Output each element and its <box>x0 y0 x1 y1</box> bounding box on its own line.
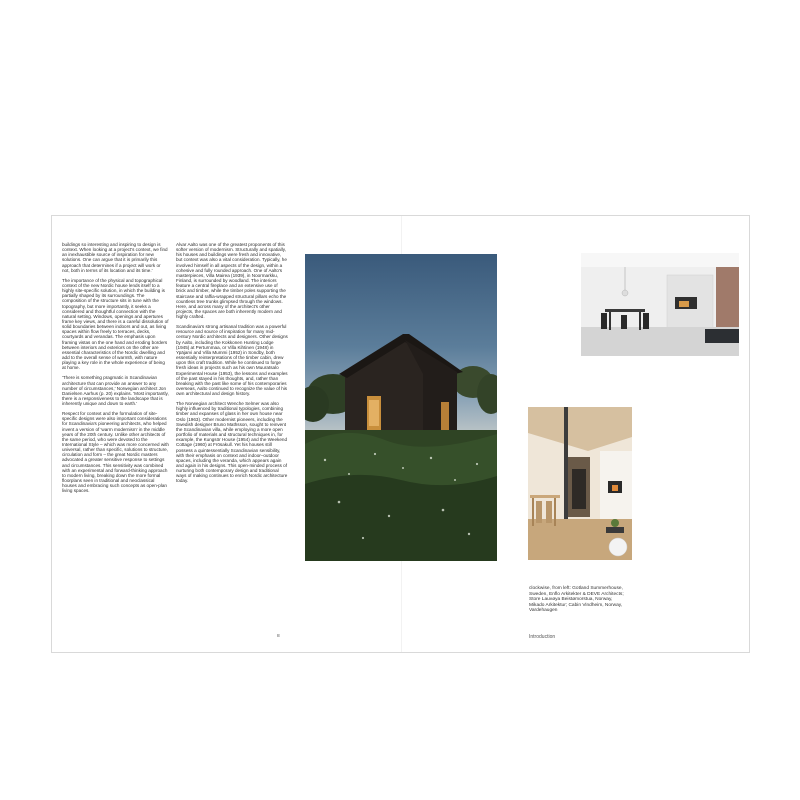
paragraph: buildings so interesting and inspiring to design is context. When looking at a project's context, we find an inexhaustible source of inspiration for new solutions. One can argue that it is primarily this approach that determines if a project will work or not, both in terms of its location and its time.' <box>62 242 168 273</box>
photo-caption: clockwise, from left: Gotland Summerhouse, Sweden, Enflo Arkitekter & DEVE Architects; Store Lauvøya Beistømorstua, Norway, Mikado Arkitektur; Cabin Vindheim, Norway, Vardehaugen <box>529 586 624 614</box>
paragraph: Alvar Aalto was one of the greatest proponents of this softer version of modernism. Structurally and spatially, his houses and buildings were fresh and innovative, but context was also a vital consideration. Typically, he involved himself in all aspects of the design, within a cohesive and fully rounded approach. One of Aalto's masterpieces, Villa Mairea (1939), in Noormarkku, Finland, is surrounded by woodland. The interiors feature a central fireplace and an extensive use of brick and timber, while the timber poles supporting the staircase and raffia-wrapped structural pillars echo the countless tree trunks glimpsed through the windows. Here, and across many of the architect's other projects, the spaces are both inherently modern and highly crafted. <box>176 242 287 320</box>
book-spread <box>51 215 750 653</box>
interior-timber-photo <box>528 407 632 560</box>
house-illustration <box>305 254 497 561</box>
paragraph: 'There is something pragmatic in Scandinavian architecture that can provide an answer to any number of circumstances,' Norwegian architect Jon Danielsen Aarhus (p. 20) explains. 'Most importantly, there is a responsiveness to the landscape that is inherently unique and down to earth.' <box>62 375 169 407</box>
paragraph: Respect for context and the formulation of site-specific designs were also important considerations for Scandinavia's pioneering architects, who helped invent a version of 'warm modernism' in the middle years of the 20th century. Unlike other architects of the same period, who were devoted to the International Style – which was more concerned with universal, rather than specific, solutions to structure, circulation and form – the great Nordic masters advocated a greater sensitive response to settings and circumstances. This sensitivity was combined with an experimental and forward-thinking approach to modern living, breaking down the more formal floorplans seen in traditional and neoclassical houses and embracing such concepts as open-plan living spaces. <box>62 411 169 494</box>
paragraph: The importance of the physical and topographical context of the new Nordic house lends itself to a highly site-specific solution, in which the building is partially shaped by its surroundings. The composition of the structure sits in tune with the topography, but more importantly, it seeks a considered and thoughtful connection with the natural setting. Windows, openings and apertures frame key views, and there is a careful dissolution of solid boundaries between indoors and out, as living spaces within flow freely to terraces, decks, courtyards and verandas. The emphasis upon framing vistas on the one hand and eroding borders between interiors and exteriors on the other are essential characteristics of the Nordic dwelling and add to the overall sense of warmth, with nature playing a key role in the whole experience of being at home. <box>62 277 169 371</box>
interior-dining-illustration <box>581 253 739 356</box>
paragraph: Scandinavia's strong artisanal tradition was a powerful resource and source of inspiration for many mid-century Nordic architects and designers. Other designs by Aalto, including the Kokkonen Hunting Lodge (1945) at Perturnmaa, or Villa Kihtinen (1948) in Ypäjarvi and Villa Mummi (1952) in Sondby, both essentially reinterpretations of the timber cabin, drew upon this craft tradition. While he continued to forge fresh ideas in projects such as his own Muuratsalo Experimental House (1953), the lessons and examples of the past stayed in his thoughts, and, rather than breaking with the past like some of his contemporaries overseas, Aalto continued to recognize the value of his own architectural and design history. <box>176 324 288 397</box>
text-column-2 <box>176 242 288 488</box>
house-exterior-photo <box>305 254 497 561</box>
paragraph: The Norwegian architect Wenche Selmer was also highly influenced by traditional typologies, combining timber and expanses of glass in her own house near Oslo (1963). Other modernist pioneers, including the Swedish designer Bruno Mathsson, sought to reinvent the Scandinavian villa, while employing a more open portfolio of materials and structural techniques in, for example, the Kungsör House (1954) and the Weekend Cottage (1960) at Frösakull. Yet his houses still possess a quintessentially Scandinavian sensibility, with their emphasis on context and indoor–outdoor spaces, including the veranda, which appears again and again in his designs. This open-minded process of nurturing both contemporary design and traditional ways of making continues to enrich Nordic architecture today. <box>176 401 288 484</box>
interior-timber-illustration <box>528 407 632 560</box>
interior-dining-photo <box>581 253 739 356</box>
section-label: Introduction <box>529 634 556 640</box>
page-number: 8 <box>277 634 280 639</box>
text-column-1 <box>62 242 169 498</box>
